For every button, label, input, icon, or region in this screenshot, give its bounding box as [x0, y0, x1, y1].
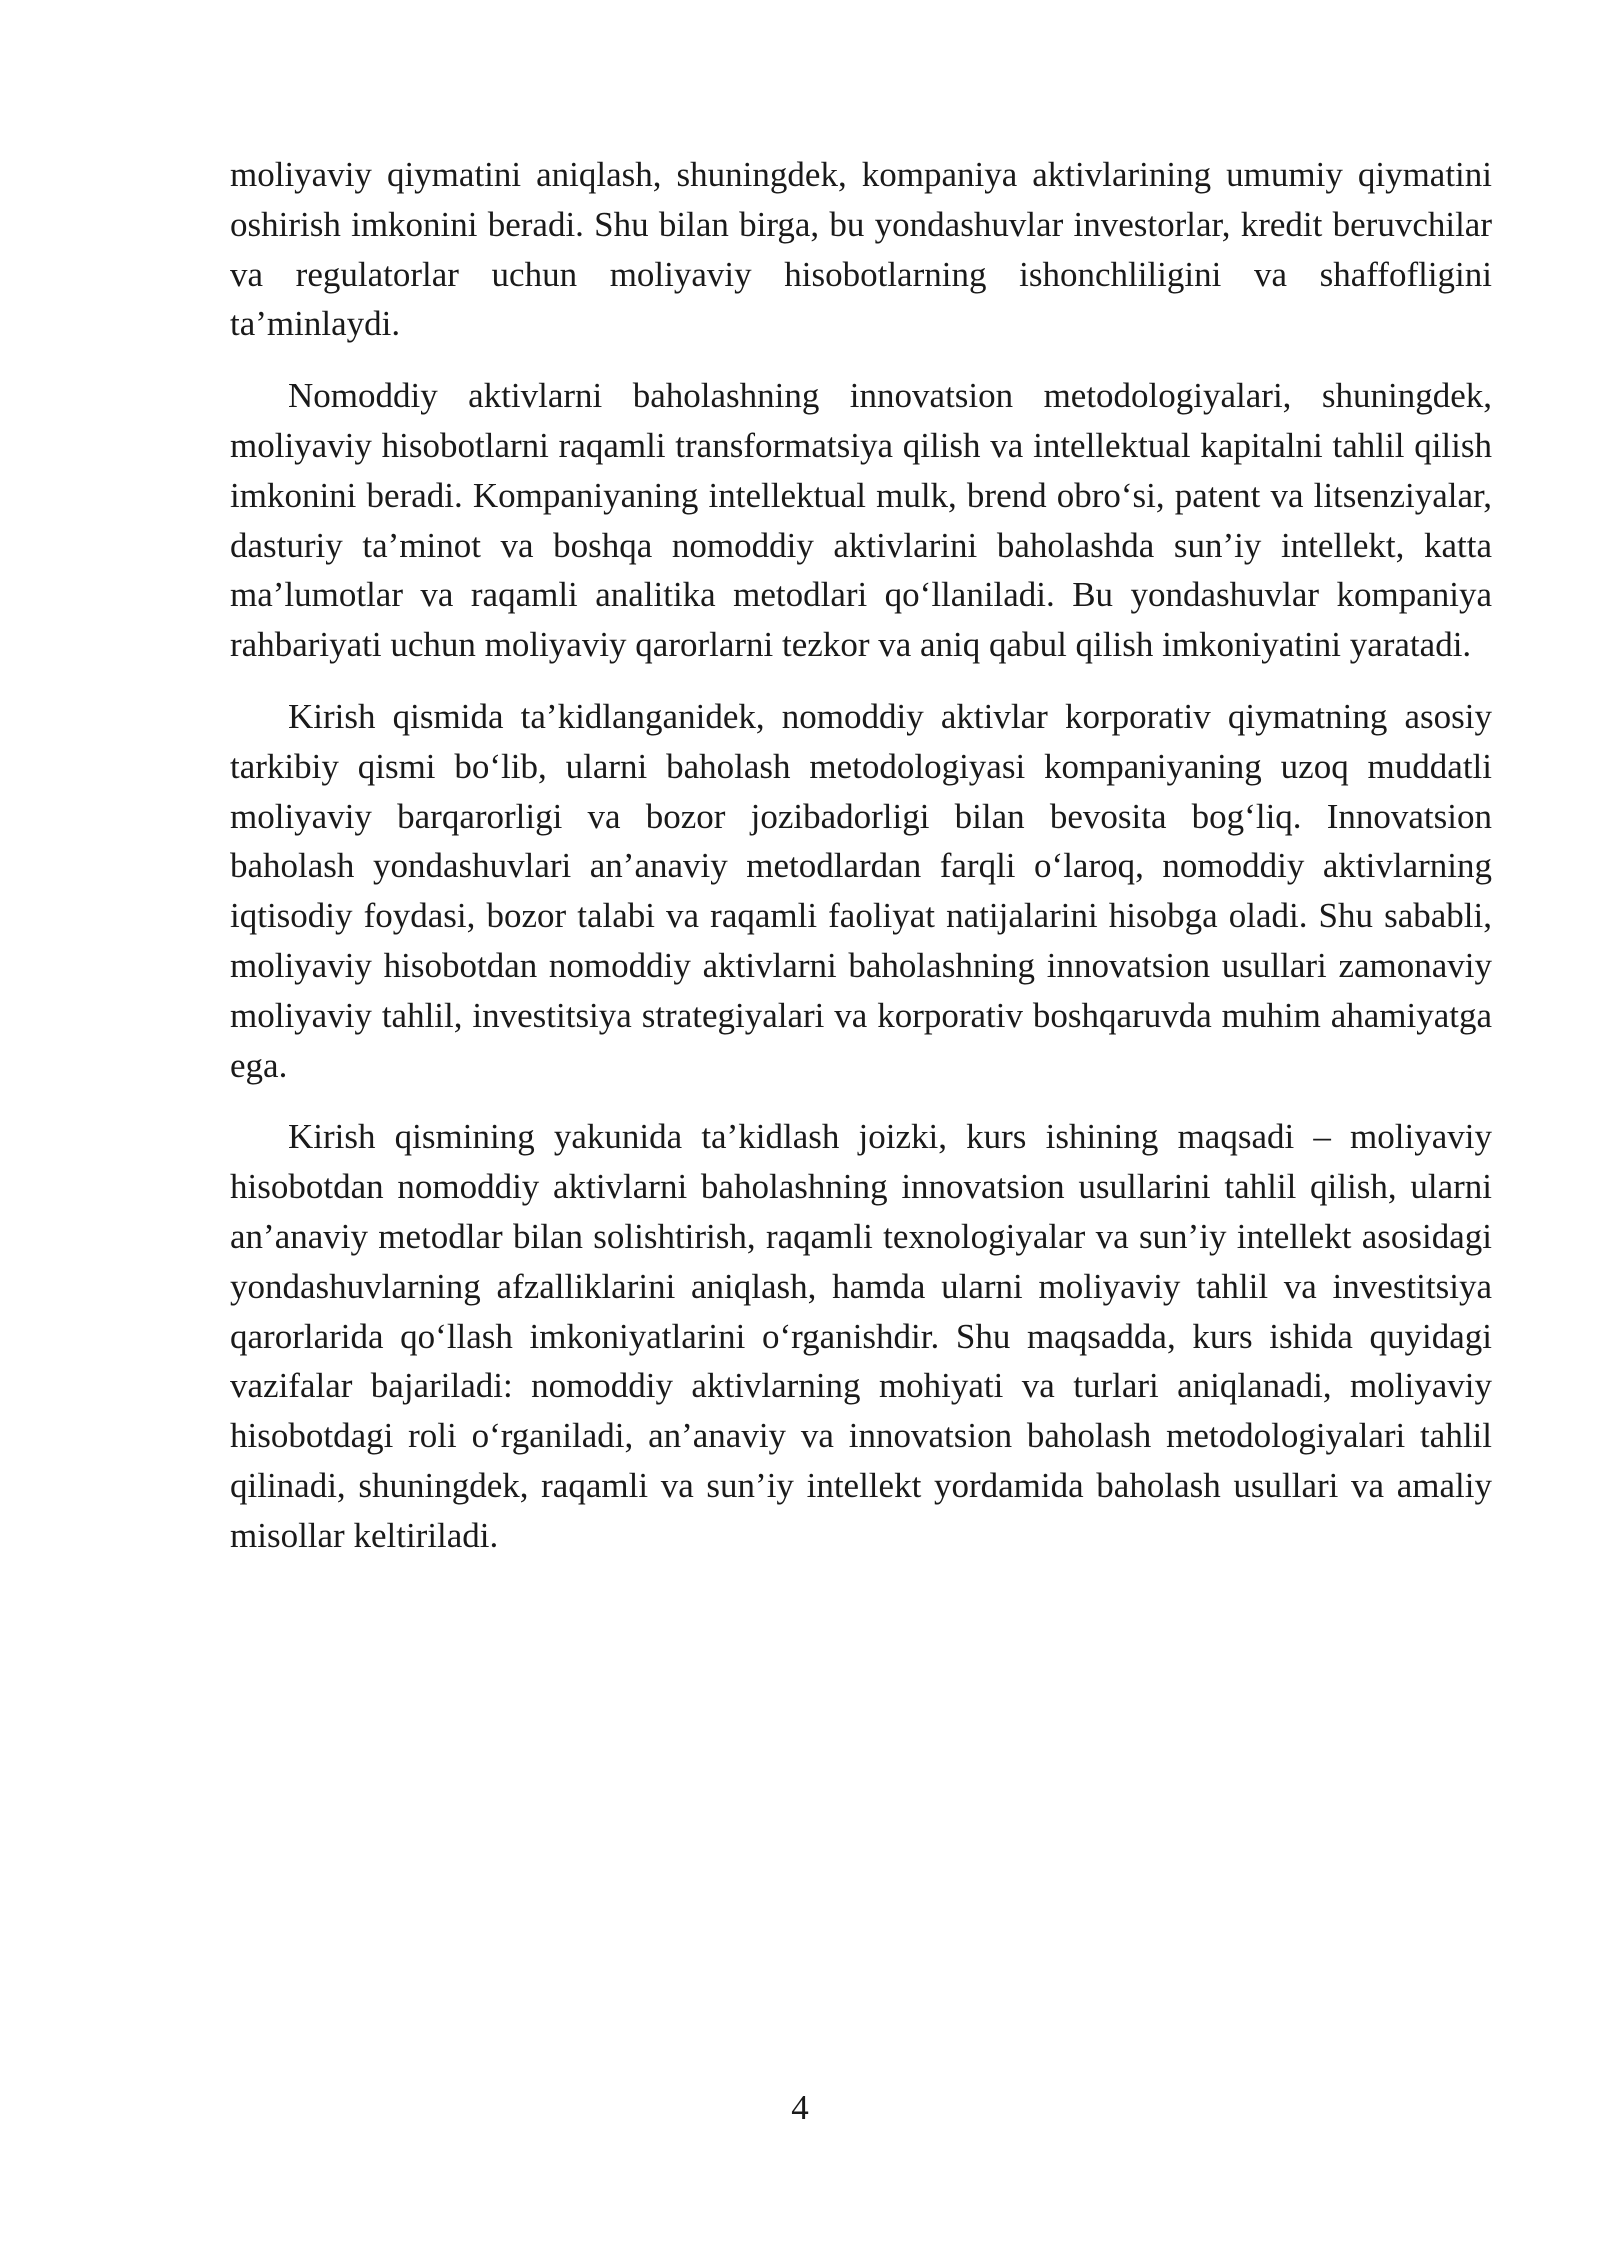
paragraph-continuation: moliyaviy qiymatini aniqlash, shuningdek, kompaniya aktivlarining umumiy qiymatini oshirish imkonini beradi. Shu bilan birga, bu yondashuvlar investorlar, kredit beruvchilar va regulatorlar uchun moliyaviy hisobotlarning ishonchliligini va shaffofligini ta’minlaydi. — [230, 155, 1492, 344]
paragraph: Kirish qismining yakunida ta’kidlash joizki, kurs ishining maqsadi – moliyaviy hisobotdan nomoddiy aktivlarni baholashning innovatsion usullarini tahlil qilish, ularni an’anaviy metodlar bilan solishtirish, raqamli texnologiyalar va sun’iy intellekt asosidagi yondashuvlarning afzalliklarini aniqlash, hamda ularni moliyaviy tahlil va investitsiya qarorlarida qo‘llash imkoniyatlarini o‘rganishdir. Shu maqsadda, kurs ishida quyidagi vazifalar bajariladi: nomoddiy aktivlarning mohiyati va turlari aniqlanadi, moliyaviy hisobotdagi roli o‘rganiladi, an’anaviy va innovatsion baholash metodologiyalari tahlil qilinadi, shuningdek, raqamli va sun’iy intellekt yordamida baholash usullari va amaliy misollar keltiriladi. — [230, 1117, 1492, 1555]
paragraph: Nomoddiy aktivlarni baholashning innovatsion metodologiyalari, shuningdek, moliyaviy hisobotlarni raqamli transformatsiya qilish va intellektual kapitalni tahlil qilish imkonini beradi. Kompaniyaning intellektual mulk, brend obro‘si, patent va litsenziyalar, dasturiy ta’minot va boshqa nomoddiy aktivlarini baholashda sun’iy intellekt, katta ma’lumotlar va raqamli analitika metodlari qo‘llaniladi. Bu yondashuvlar kompaniya rahbariyati uchun moliyaviy qarorlarni tezkor va aniq qabul qilish imkoniyatini yaratadi. — [230, 376, 1492, 665]
paragraph: Kirish qismida ta’kidlanganidek, nomoddiy aktivlar korporativ qiymatning asosiy tarkibiy qismi bo‘lib, ularni baholash metodologiyasi kompaniyaning uzoq muddatli moliyaviy barqarorligi va bozor jozibadorligi bilan bevosita bog‘liq. Innovatsion baholash yondashuvlari an’anaviy metodlardan farqli o‘laroq, nomoddiy aktivlarning iqtisodiy foydasi, bozor talabi va raqamli faoliyat natijalarini hisobga oladi. Shu sababli, moliyaviy hisobotdan nomoddiy aktivlarni baholashning innovatsion usullari zamonaviy moliyaviy tahlil, investitsiya strategiyalari va korporativ boshqaruvda muhim ahamiyatga ega. — [230, 696, 1492, 1085]
page-number: 4 — [791, 2088, 809, 2127]
body-text — [230, 150, 1492, 1583]
